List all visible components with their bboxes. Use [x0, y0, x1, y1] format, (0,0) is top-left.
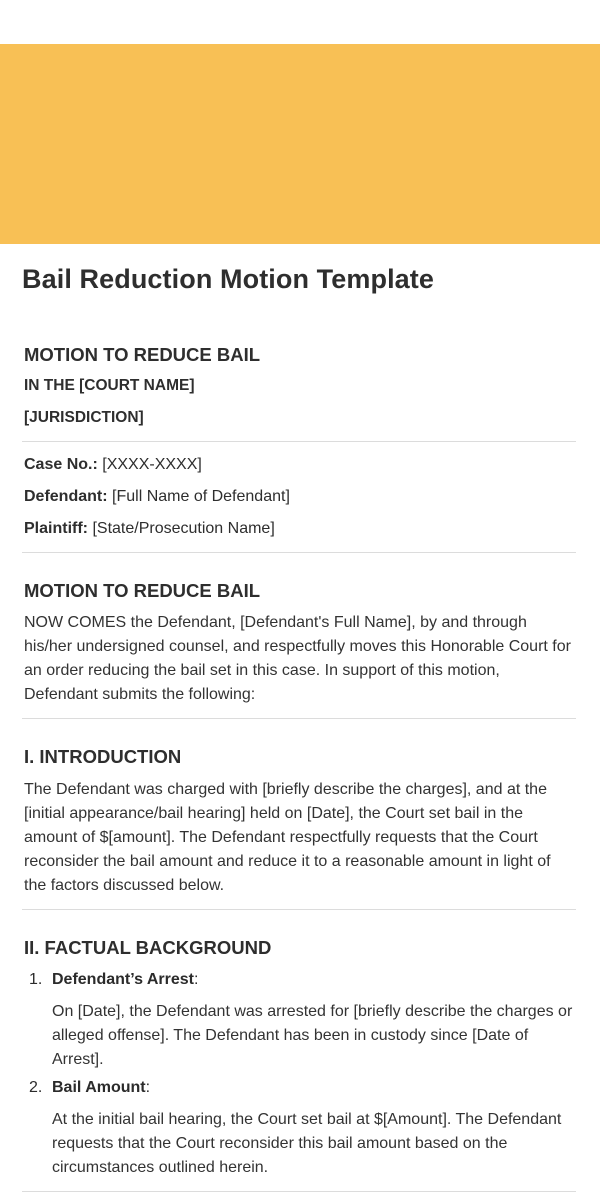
list-item-title-line — [52, 1072, 574, 1104]
header-banner — [0, 44, 600, 244]
divider — [22, 1191, 576, 1192]
list-item-number: 1. — [29, 971, 43, 988]
factual-background-heading: II. FACTUAL BACKGROUND — [24, 937, 272, 958]
factual-background-section — [24, 910, 574, 1191]
list-item-title: Bail Amount — [52, 1079, 146, 1096]
plaintiff-label: Plaintiff: — [24, 520, 88, 537]
jurisdiction: [JURISDICTION] — [24, 409, 144, 426]
case-info-block — [24, 442, 574, 552]
plaintiff-value: [State/Prosecution Name] — [92, 520, 275, 537]
motion-heading: MOTION TO REDUCE BAIL — [24, 580, 261, 601]
list-item-title-line — [52, 964, 574, 996]
list-item — [24, 964, 574, 1072]
factual-background-list — [24, 964, 574, 1180]
plaintiff-line — [24, 513, 574, 545]
list-item-body: On [Date], the Defendant was arrested for [briefly describe the charges or alleged offense]. The Defendant has been in custody since [Date of Arrest]. — [52, 1003, 573, 1068]
introduction-section — [24, 719, 574, 909]
motion-title: MOTION TO REDUCE BAIL — [24, 344, 261, 365]
motion-section — [24, 553, 574, 718]
top-spacer — [0, 0, 600, 44]
list-item-title-suffix: : — [145, 1079, 151, 1096]
defendant-line — [24, 481, 574, 513]
case-number-value: [XXXX-XXXX] — [102, 456, 202, 473]
list-item-title-suffix: : — [193, 971, 199, 988]
header-block — [24, 342, 574, 434]
defendant-value: [Full Name of Defendant] — [112, 488, 290, 505]
court-name: IN THE [COURT NAME] — [24, 377, 195, 394]
list-item-number: 2. — [29, 1079, 43, 1096]
introduction-body: The Defendant was charged with [briefly describe the charges], and at the [initial appearance/bail hearing] held on [Date], the Court set bail in the amount of $[amount]. The Defendant respectfully requests that the Court reconsider the bail amount and reduce it to a reasonable amount in light of the factors discussed below. — [24, 781, 551, 894]
motion-body: NOW COMES the Defendant, [Defendant's Full Name], by and through his/her undersigned counsel, and respectfully moves this Honorable Court for an order reducing the bail set in this case. In support of this motion, Defendant submits the following: — [24, 614, 571, 703]
list-item — [24, 1072, 574, 1180]
case-number-line — [24, 449, 574, 481]
list-item-body: At the initial bail hearing, the Court set bail at $[Amount]. The Defendant requests that the Court reconsider this bail amount based on the circumstances outlined herein. — [52, 1111, 562, 1176]
defendant-label: Defendant: — [24, 488, 108, 505]
document-body — [24, 330, 574, 1192]
list-item-title: Defendant’s Arrest — [52, 971, 194, 988]
case-number-label: Case No.: — [24, 456, 98, 473]
page-title: Bail Reduction Motion Template — [22, 264, 435, 294]
introduction-heading: I. INTRODUCTION — [24, 746, 182, 767]
